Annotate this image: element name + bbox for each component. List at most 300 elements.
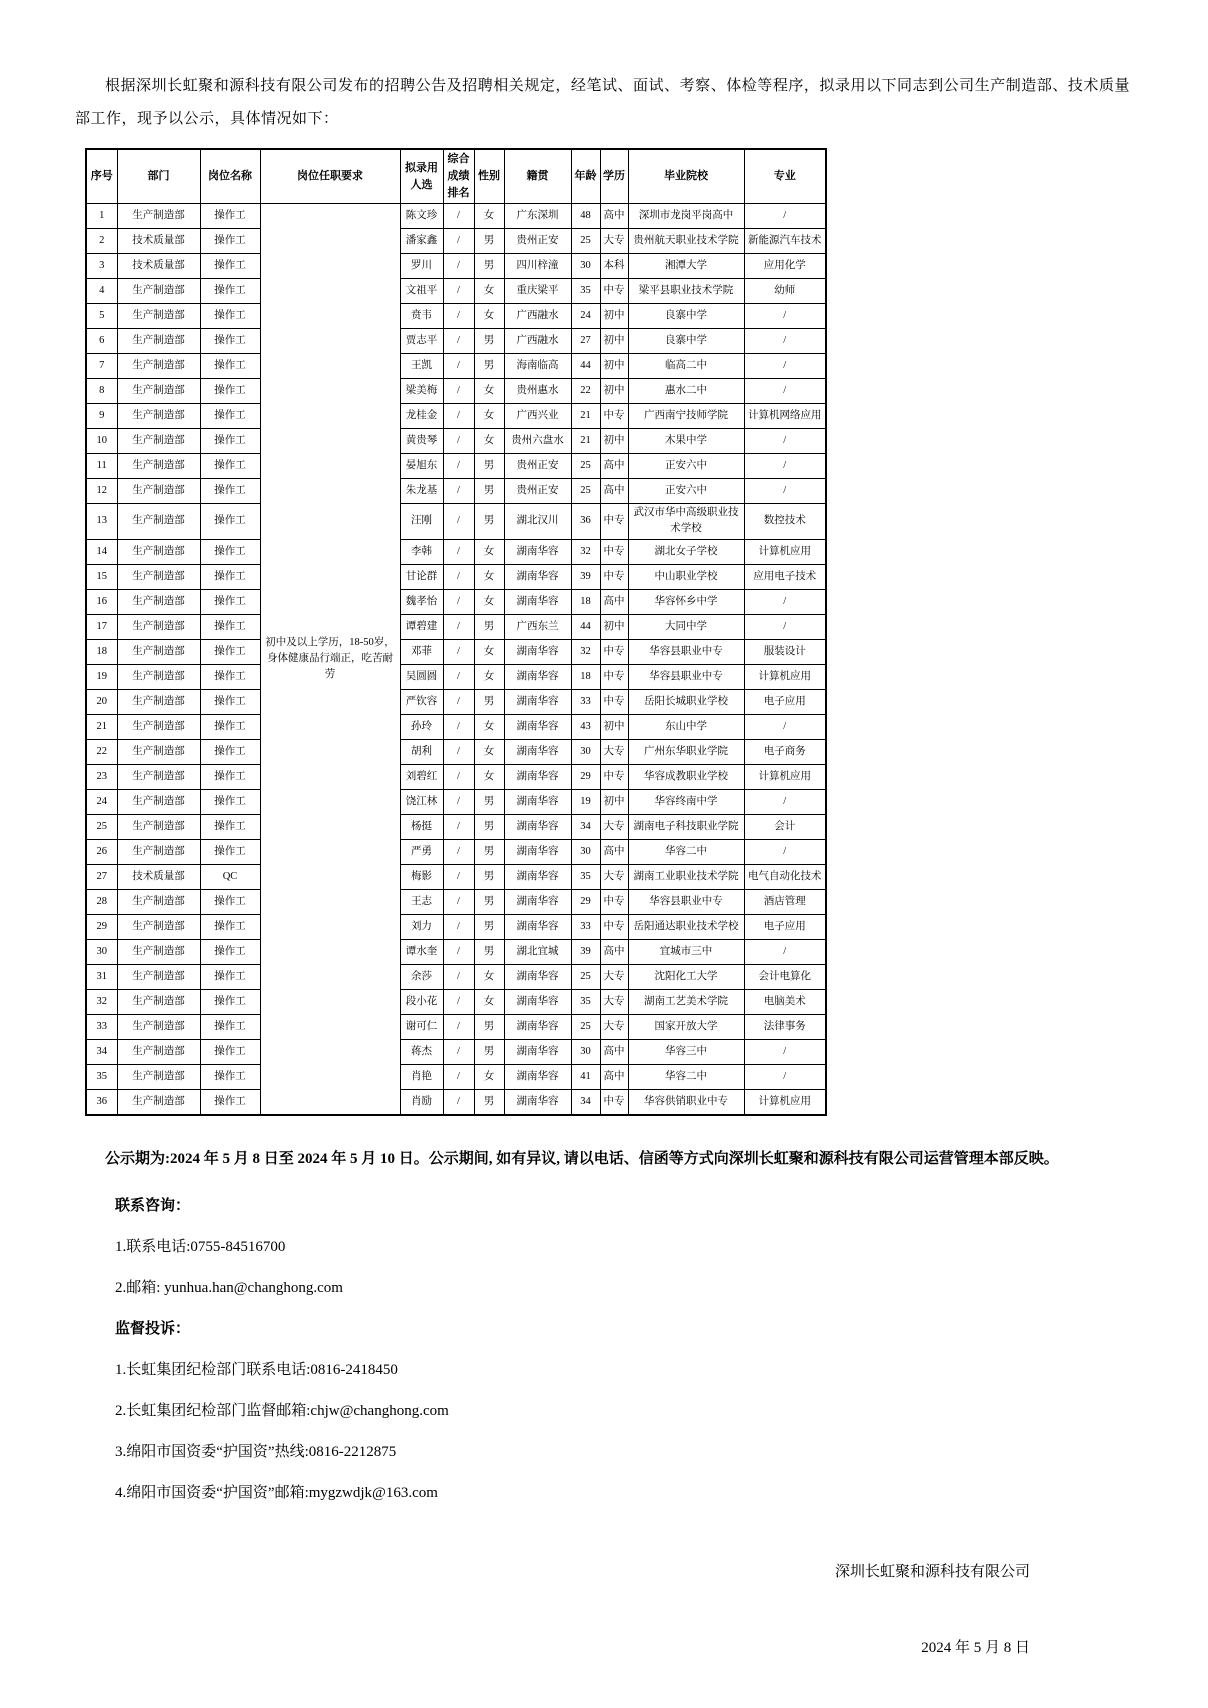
cell-candidate: 段小花 [400, 989, 443, 1014]
cell-major: / [744, 329, 826, 354]
cell-post: 操作工 [200, 714, 260, 739]
cell-gender: 女 [474, 739, 504, 764]
cell-education: 初中 [600, 614, 628, 639]
cell-department: 生产制造部 [117, 304, 200, 329]
table-row [86, 204, 826, 229]
contact-line-email: 2.邮箱: yunhua.han@changhong.com [115, 1279, 343, 1296]
cell-department: 生产制造部 [117, 564, 200, 589]
cell-education: 中专 [600, 914, 628, 939]
cell-age: 25 [571, 479, 600, 504]
cell-post: 操作工 [200, 939, 260, 964]
cell-gender: 男 [474, 1014, 504, 1039]
cell-post: 操作工 [200, 229, 260, 254]
supervision-line-hotline: 3.绵阳市国资委“护国资”热线:0816-2212875 [115, 1443, 397, 1460]
cell-candidate: 汪刚 [400, 504, 443, 540]
cell-age: 30 [571, 254, 600, 279]
cell-school: 广西南宁技师学院 [628, 404, 744, 429]
supervision-line-mailbox: 4.绵阳市国资委“护国资”邮箱:mygzwdjk@163.com [115, 1484, 438, 1501]
cell-origin: 广东深圳 [504, 204, 571, 229]
cell-major: / [744, 204, 826, 229]
cell-department: 生产制造部 [117, 204, 200, 229]
cell-post: 操作工 [200, 304, 260, 329]
cell-major: / [744, 614, 826, 639]
cell-candidate: 王志 [400, 889, 443, 914]
cell-department: 生产制造部 [117, 404, 200, 429]
cell-seq: 5 [86, 304, 117, 329]
cell-school: 华容县职业中专 [628, 889, 744, 914]
cell-age: 30 [571, 1039, 600, 1064]
cell-gender: 女 [474, 304, 504, 329]
table-row [86, 714, 826, 739]
cell-age: 39 [571, 564, 600, 589]
cell-gender: 女 [474, 639, 504, 664]
cell-gender: 男 [474, 229, 504, 254]
cell-score-rank: / [443, 429, 474, 454]
cell-education: 中专 [600, 1089, 628, 1115]
cell-education: 高中 [600, 204, 628, 229]
cell-seq: 20 [86, 689, 117, 714]
cell-major: / [744, 789, 826, 814]
cell-origin: 湖北宜城 [504, 939, 571, 964]
cell-origin: 湖南华容 [504, 1014, 571, 1039]
cell-post: 操作工 [200, 814, 260, 839]
cell-score-rank: / [443, 914, 474, 939]
cell-education: 初中 [600, 714, 628, 739]
cell-origin: 贵州正安 [504, 229, 571, 254]
cell-school: 大同中学 [628, 614, 744, 639]
cell-post: 操作工 [200, 764, 260, 789]
cell-age: 39 [571, 939, 600, 964]
cell-school: 良寨中学 [628, 329, 744, 354]
cell-seq: 26 [86, 839, 117, 864]
supervision-title: 监督投诉： [115, 1320, 191, 1337]
cell-score-rank: / [443, 564, 474, 589]
cell-origin: 湖南华容 [504, 889, 571, 914]
cell-major: 电脑美术 [744, 989, 826, 1014]
cell-school: 湖北女子学校 [628, 539, 744, 564]
cell-origin: 贵州正安 [504, 454, 571, 479]
header-education: 学历 [600, 149, 628, 204]
cell-education: 本科 [600, 254, 628, 279]
cell-age: 32 [571, 539, 600, 564]
recruitment-roster-table [85, 148, 827, 1116]
cell-education: 大专 [600, 989, 628, 1014]
cell-education: 中专 [600, 764, 628, 789]
cell-age: 24 [571, 304, 600, 329]
cell-age: 30 [571, 839, 600, 864]
cell-gender: 女 [474, 404, 504, 429]
cell-score-rank: / [443, 379, 474, 404]
cell-origin: 重庆梁平 [504, 279, 571, 304]
cell-major: 计算机应用 [744, 764, 826, 789]
cell-department: 生产制造部 [117, 504, 200, 540]
cell-post: 操作工 [200, 279, 260, 304]
cell-major: / [744, 839, 826, 864]
cell-post: 操作工 [200, 429, 260, 454]
cell-seq: 23 [86, 764, 117, 789]
cell-major: 应用化学 [744, 254, 826, 279]
cell-origin: 湖南华容 [504, 664, 571, 689]
table-row [86, 564, 826, 589]
table-row [86, 429, 826, 454]
cell-origin: 广西东兰 [504, 614, 571, 639]
cell-score-rank: / [443, 589, 474, 614]
cell-department: 生产制造部 [117, 664, 200, 689]
signature-date: 2024 年 5 月 8 日 [921, 1639, 1030, 1656]
table-row [86, 1014, 826, 1039]
cell-seq: 36 [86, 1089, 117, 1115]
cell-origin: 湖南华容 [504, 764, 571, 789]
table-row [86, 789, 826, 814]
footer-section [75, 1138, 1130, 1660]
cell-gender: 男 [474, 789, 504, 814]
cell-major: 酒店管理 [744, 889, 826, 914]
cell-gender: 女 [474, 279, 504, 304]
cell-score-rank: / [443, 764, 474, 789]
cell-seq: 18 [86, 639, 117, 664]
cell-department: 生产制造部 [117, 789, 200, 814]
roster-table-body [86, 204, 826, 1115]
cell-major: 幼师 [744, 279, 826, 304]
cell-gender: 男 [474, 939, 504, 964]
cell-seq: 6 [86, 329, 117, 354]
table-row [86, 479, 826, 504]
table-row [86, 1039, 826, 1064]
cell-origin: 湖南华容 [504, 864, 571, 889]
cell-candidate: 文祖平 [400, 279, 443, 304]
cell-origin: 湖南华容 [504, 689, 571, 714]
cell-candidate: 龙桂金 [400, 404, 443, 429]
cell-gender: 男 [474, 504, 504, 540]
cell-candidate: 魏孝怡 [400, 589, 443, 614]
cell-department: 生产制造部 [117, 1089, 200, 1115]
cell-department: 生产制造部 [117, 989, 200, 1014]
cell-post: 操作工 [200, 914, 260, 939]
cell-education: 中专 [600, 639, 628, 664]
cell-gender: 女 [474, 714, 504, 739]
cell-candidate: 刘力 [400, 914, 443, 939]
cell-candidate: 刘碧红 [400, 764, 443, 789]
cell-age: 18 [571, 664, 600, 689]
cell-school: 湘潭大学 [628, 254, 744, 279]
cell-candidate: 饶江林 [400, 789, 443, 814]
cell-post: 操作工 [200, 839, 260, 864]
cell-school: 湖南工业职业技术学院 [628, 864, 744, 889]
cell-department: 生产制造部 [117, 429, 200, 454]
cell-age: 35 [571, 864, 600, 889]
cell-age: 43 [571, 714, 600, 739]
cell-education: 大专 [600, 964, 628, 989]
cell-score-rank: / [443, 254, 474, 279]
cell-major: 服装设计 [744, 639, 826, 664]
cell-school: 华容成教职业学校 [628, 764, 744, 789]
cell-post: 操作工 [200, 1039, 260, 1064]
cell-post: 操作工 [200, 379, 260, 404]
cell-origin: 湖南华容 [504, 589, 571, 614]
cell-education: 初中 [600, 429, 628, 454]
cell-post: QC [200, 864, 260, 889]
cell-seq: 29 [86, 914, 117, 939]
cell-school: 贵州航天职业技术学院 [628, 229, 744, 254]
table-row [86, 229, 826, 254]
cell-education: 高中 [600, 589, 628, 614]
cell-gender: 男 [474, 1039, 504, 1064]
cell-school: 宜城市三中 [628, 939, 744, 964]
cell-gender: 女 [474, 964, 504, 989]
cell-gender: 男 [474, 839, 504, 864]
cell-seq: 32 [86, 989, 117, 1014]
cell-gender: 女 [474, 429, 504, 454]
cell-department: 生产制造部 [117, 1039, 200, 1064]
cell-department: 生产制造部 [117, 914, 200, 939]
cell-school: 岳阳通达职业技术学校 [628, 914, 744, 939]
cell-school: 木果中学 [628, 429, 744, 454]
cell-candidate: 晏旭东 [400, 454, 443, 479]
cell-education: 中专 [600, 564, 628, 589]
cell-post: 操作工 [200, 989, 260, 1014]
cell-gender: 男 [474, 479, 504, 504]
table-row [86, 279, 826, 304]
cell-origin: 湖南华容 [504, 914, 571, 939]
cell-age: 35 [571, 279, 600, 304]
cell-age: 33 [571, 914, 600, 939]
supervision-line-email: 2.长虹集团纪检部门监督邮箱:chjw@changhong.com [115, 1402, 449, 1419]
cell-candidate: 黄贵琴 [400, 429, 443, 454]
cell-origin: 湖南华容 [504, 1089, 571, 1115]
cell-age: 33 [571, 689, 600, 714]
cell-seq: 19 [86, 664, 117, 689]
cell-score-rank: / [443, 504, 474, 540]
cell-school: 临高二中 [628, 354, 744, 379]
cell-post: 操作工 [200, 564, 260, 589]
header-major: 专业 [744, 149, 826, 204]
cell-major: 会计 [744, 814, 826, 839]
cell-seq: 2 [86, 229, 117, 254]
cell-age: 29 [571, 889, 600, 914]
cell-seq: 24 [86, 789, 117, 814]
cell-post: 操作工 [200, 354, 260, 379]
cell-origin: 广西融水 [504, 304, 571, 329]
cell-candidate: 谭碧建 [400, 614, 443, 639]
cell-gender: 女 [474, 664, 504, 689]
cell-age: 25 [571, 229, 600, 254]
cell-school: 正安六中 [628, 454, 744, 479]
cell-post: 操作工 [200, 789, 260, 814]
cell-major: / [744, 479, 826, 504]
cell-gender: 女 [474, 1064, 504, 1089]
cell-department: 生产制造部 [117, 454, 200, 479]
table-row [86, 379, 826, 404]
cell-score-rank: / [443, 614, 474, 639]
cell-gender: 男 [474, 689, 504, 714]
cell-age: 32 [571, 639, 600, 664]
table-row [86, 839, 826, 864]
cell-seq: 27 [86, 864, 117, 889]
cell-department: 生产制造部 [117, 279, 200, 304]
cell-gender: 女 [474, 379, 504, 404]
cell-candidate: 贾志平 [400, 329, 443, 354]
cell-candidate: 杨挺 [400, 814, 443, 839]
cell-school: 武汉市华中高级职业技术学校 [628, 504, 744, 540]
cell-department: 生产制造部 [117, 479, 200, 504]
cell-score-rank: / [443, 939, 474, 964]
header-school: 毕业院校 [628, 149, 744, 204]
cell-seq: 9 [86, 404, 117, 429]
cell-seq: 8 [86, 379, 117, 404]
cell-gender: 男 [474, 354, 504, 379]
cell-school: 华容终南中学 [628, 789, 744, 814]
cell-seq: 16 [86, 589, 117, 614]
cell-post: 操作工 [200, 614, 260, 639]
table-row [86, 889, 826, 914]
cell-candidate: 梁美梅 [400, 379, 443, 404]
cell-gender: 男 [474, 254, 504, 279]
cell-score-rank: / [443, 664, 474, 689]
cell-school: 深圳市龙岗平岗高中 [628, 204, 744, 229]
cell-candidate: 吴圆圆 [400, 664, 443, 689]
header-score-rank: 综合成绩排名 [443, 149, 474, 204]
cell-score-rank: / [443, 714, 474, 739]
cell-score-rank: / [443, 204, 474, 229]
cell-age: 25 [571, 1014, 600, 1039]
cell-gender: 男 [474, 889, 504, 914]
cell-score-rank: / [443, 864, 474, 889]
cell-gender: 女 [474, 564, 504, 589]
cell-seq: 7 [86, 354, 117, 379]
cell-department: 生产制造部 [117, 1064, 200, 1089]
cell-post: 操作工 [200, 479, 260, 504]
cell-major: 计算机应用 [744, 1089, 826, 1115]
cell-major: 电子商务 [744, 739, 826, 764]
cell-seq: 28 [86, 889, 117, 914]
cell-origin: 湖北汉川 [504, 504, 571, 540]
cell-education: 大专 [600, 229, 628, 254]
cell-origin: 四川梓潼 [504, 254, 571, 279]
cell-age: 25 [571, 964, 600, 989]
cell-candidate: 朱龙基 [400, 479, 443, 504]
cell-post: 操作工 [200, 454, 260, 479]
cell-seq: 35 [86, 1064, 117, 1089]
cell-candidate: 谢可仁 [400, 1014, 443, 1039]
cell-origin: 湖南华容 [504, 989, 571, 1014]
table-row [86, 454, 826, 479]
cell-score-rank: / [443, 479, 474, 504]
cell-post: 操作工 [200, 204, 260, 229]
table-row [86, 1089, 826, 1115]
cell-candidate: 陈文珍 [400, 204, 443, 229]
cell-candidate: 余莎 [400, 964, 443, 989]
signature-block [75, 1560, 1130, 1660]
cell-major: 数控技术 [744, 504, 826, 540]
cell-gender: 男 [474, 329, 504, 354]
cell-seq: 30 [86, 939, 117, 964]
cell-seq: 17 [86, 614, 117, 639]
header-department: 部门 [117, 149, 200, 204]
cell-school: 广州东华职业学院 [628, 739, 744, 764]
cell-school: 华容县职业中专 [628, 664, 744, 689]
cell-score-rank: / [443, 889, 474, 914]
cell-age: 21 [571, 404, 600, 429]
cell-education: 初中 [600, 329, 628, 354]
table-row [86, 639, 826, 664]
cell-major: / [744, 354, 826, 379]
cell-age: 27 [571, 329, 600, 354]
table-row [86, 689, 826, 714]
header-age: 年龄 [571, 149, 600, 204]
cell-score-rank: / [443, 1064, 474, 1089]
cell-post: 操作工 [200, 689, 260, 714]
cell-department: 生产制造部 [117, 889, 200, 914]
table-row [86, 864, 826, 889]
company-signature: 深圳长虹聚和源科技有限公司 [834, 1563, 1030, 1580]
cell-education: 中专 [600, 404, 628, 429]
cell-candidate: 肖艳 [400, 1064, 443, 1089]
cell-education: 中专 [600, 279, 628, 304]
cell-school: 华容供销职业中专 [628, 1089, 744, 1115]
supervision-line-phone: 1.长虹集团纪检部门联系电话:0816-2418450 [115, 1361, 398, 1378]
cell-age: 36 [571, 504, 600, 540]
cell-major: 计算机网络应用 [744, 404, 826, 429]
cell-origin: 贵州惠水 [504, 379, 571, 404]
cell-origin: 湖南华容 [504, 739, 571, 764]
cell-candidate: 潘家鑫 [400, 229, 443, 254]
cell-score-rank: / [443, 454, 474, 479]
cell-department: 生产制造部 [117, 689, 200, 714]
cell-score-rank: / [443, 1039, 474, 1064]
cell-score-rank: / [443, 1014, 474, 1039]
cell-score-rank: / [443, 689, 474, 714]
cell-major: / [744, 429, 826, 454]
cell-post: 操作工 [200, 589, 260, 614]
cell-candidate: 谭水奎 [400, 939, 443, 964]
cell-gender: 男 [474, 1089, 504, 1115]
cell-score-rank: / [443, 304, 474, 329]
table-row [86, 504, 826, 540]
cell-post: 操作工 [200, 504, 260, 540]
table-row [86, 404, 826, 429]
cell-gender: 女 [474, 764, 504, 789]
cell-department: 技术质量部 [117, 864, 200, 889]
cell-origin: 湖南华容 [504, 564, 571, 589]
cell-gender: 男 [474, 914, 504, 939]
cell-seq: 21 [86, 714, 117, 739]
cell-school: 中山职业学校 [628, 564, 744, 589]
cell-candidate: 王凯 [400, 354, 443, 379]
cell-major: 电气自动化技术 [744, 864, 826, 889]
cell-education: 大专 [600, 814, 628, 839]
table-row [86, 304, 826, 329]
notice-paragraph: 公示期为:2024 年 5 月 8 日至 2024 年 5 月 10 日。公示期间, 如有异议, 请以电话、信函等方式向深圳长虹聚和源科技有限公司运营管理本部反映。 [105, 1150, 1059, 1167]
cell-origin: 湖南华容 [504, 639, 571, 664]
cell-education: 中专 [600, 539, 628, 564]
cell-candidate: 胡利 [400, 739, 443, 764]
cell-score-rank: / [443, 814, 474, 839]
cell-major: 电子应用 [744, 914, 826, 939]
cell-major: 电子应用 [744, 689, 826, 714]
cell-age: 44 [571, 354, 600, 379]
cell-age: 29 [571, 764, 600, 789]
cell-school: 岳阳长城职业学校 [628, 689, 744, 714]
table-row [86, 914, 826, 939]
cell-department: 生产制造部 [117, 814, 200, 839]
cell-department: 生产制造部 [117, 839, 200, 864]
cell-gender: 男 [474, 864, 504, 889]
cell-department: 生产制造部 [117, 714, 200, 739]
cell-major: / [744, 379, 826, 404]
cell-age: 48 [571, 204, 600, 229]
cell-age: 41 [571, 1064, 600, 1089]
table-row [86, 329, 826, 354]
